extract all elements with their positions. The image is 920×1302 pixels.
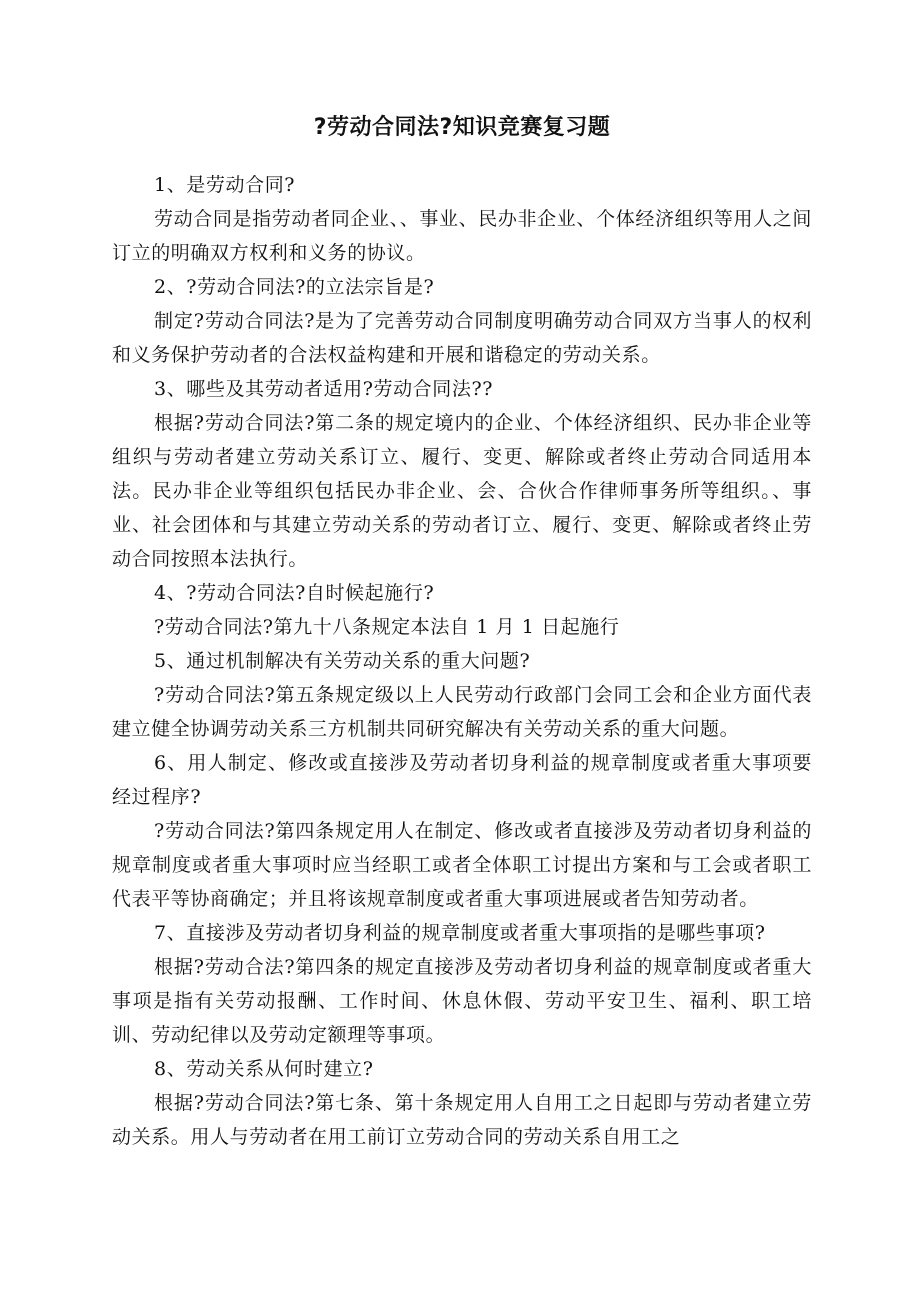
question-8: 8、劳动关系从何时建立? — [154, 1058, 374, 1080]
question-6: 6、用人制定、修改或直接涉及劳动者切身利益的规章制度或者重大事项要经过程序? — [112, 752, 812, 808]
question-4: 4、?劳动合同法?自时候起施行? — [154, 582, 435, 604]
document-body — [112, 168, 812, 1154]
question-2: 2、?劳动合同法?的立法宗旨是? — [154, 276, 435, 298]
answer-4: ?劳动合同法?第九十八条规定本法自 1 月 1 日起施行 — [154, 616, 620, 638]
question-5: 5、通过机制解决有关劳动关系的重大问题? — [154, 650, 531, 672]
answer-8: 根据?劳动合同法?第七条、第十条规定用人自用工之日起即与劳动者建立劳动关系。用人与劳动者在用工前订立劳动合同的劳动关系自用工之 — [112, 1092, 812, 1148]
question-3: 3、哪些及其劳动者适用?劳动合同法?? — [154, 378, 494, 400]
answer-6: ?劳动合同法?第四条规定用人在制定、修改或者直接涉及劳动者切身利益的规章制度或者重大事项时应当经职工或者全体职工讨提出方案和与工会或者职工代表平等协商确定；并且将该规章制度或者重大事项进展或者告知劳动者。 — [112, 820, 812, 910]
document-title: ?劳动合同法?知识竞赛复习题 — [313, 115, 611, 140]
answer-2: 制定?劳动合同法?是为了完善劳动合同制度明确劳动合同双方当事人的权利和义务保护劳动者的合法权益构建和开展和谐稳定的劳动关系。 — [112, 310, 812, 366]
answer-7: 根据?劳动合法?第四条的规定直接涉及劳动者切身利益的规章制度或者重大事项是指有关劳动报酬、工作时间、休息休假、劳动平安卫生、福利、职工培训、劳动纪律以及劳动定额理等事项。 — [112, 956, 812, 1046]
answer-5: ?劳动合同法?第五条规定级以上人民劳动行政部门会同工会和企业方面代表建立健全协调劳动关系三方机制共同研究解决有关劳动关系的重大问题。 — [112, 684, 812, 740]
answer-1: 劳动合同是指劳动者同企业、、事业、民办非企业、个体经济组织等用人之间订立的明确双方权利和义务的协议。 — [112, 208, 812, 264]
question-1: 1、是劳动合同? — [154, 174, 296, 196]
answer-3: 根据?劳动合同法?第二条的规定境内的企业、个体经济组织、民办非企业等组织与劳动者建立劳动关系订立、履行、变更、解除或者终止劳动合同适用本法。民办非企业等组织包括民办非企业、会、合伙合作律师事务所等组织。、事业、社会团体和与其建立劳动关系的劳动者订立、履行、变更、解除或者终止劳动合同按照本法执行。 — [112, 412, 812, 570]
question-7: 7、直接涉及劳动者切身利益的规章制度或者重大事项指的是哪些事项? — [154, 922, 766, 944]
